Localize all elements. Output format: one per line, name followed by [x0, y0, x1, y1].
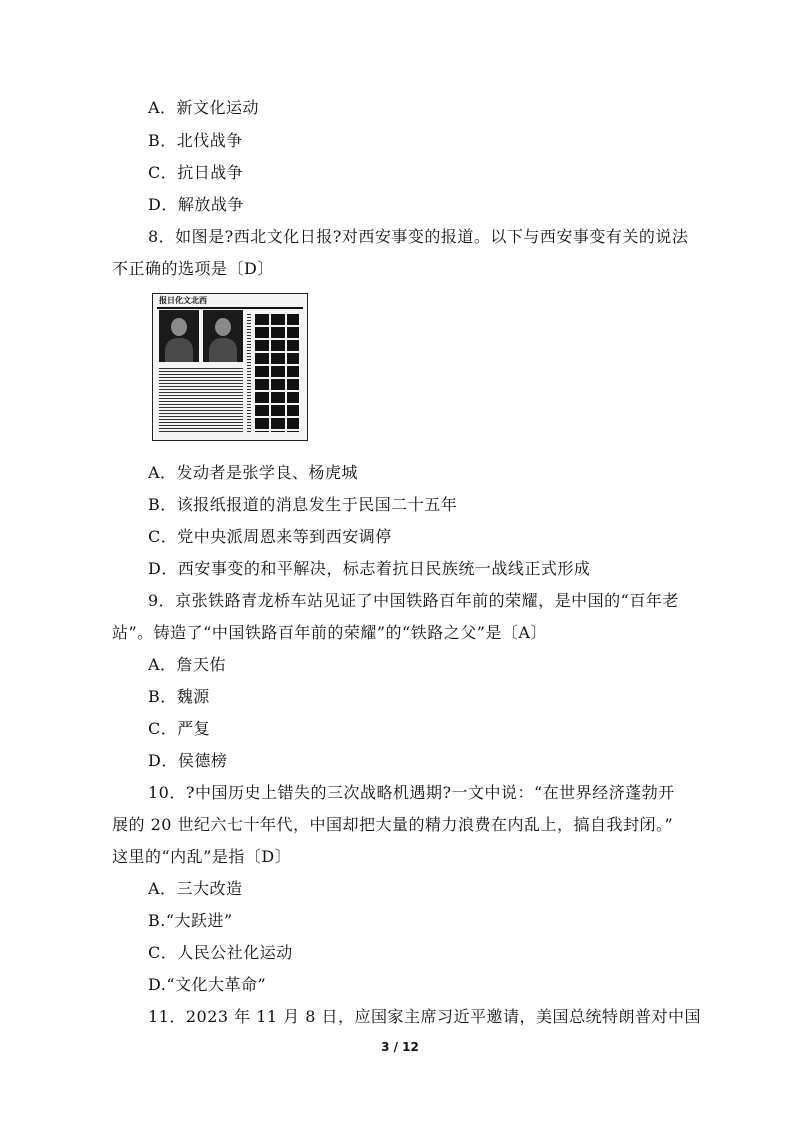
page-number: 3 / 12	[381, 1040, 419, 1054]
newspaper-masthead-text: 报日化文北西	[159, 295, 207, 305]
q8-option-c: C．党中央派周恩来等到西安调停	[148, 527, 392, 546]
q9-option-b: B．魏源	[148, 687, 210, 706]
prev-option-b: B．北伐战争	[148, 131, 243, 150]
q10-option-a: A．三大改造	[148, 879, 243, 898]
q9-stem-line1: 9．京张铁路青龙桥车站见证了中国铁路百年前的荣耀，是中国的“百年老	[148, 591, 679, 610]
q10-stem-line1: 10．?中国历史上错失的三次战略机遇期?一文中说：“在世界经济蓬勃开	[148, 783, 675, 802]
q8-option-b: B．该报纸报道的消息发生于民国二十五年	[148, 495, 458, 514]
q9-stem-line2: 站”。铸造了“中国铁路百年前的荣耀”的“铁路之父”是〔A〕	[112, 623, 547, 642]
q10-stem-line2: 展的 20 世纪六七十年代，中国却把大量的精力浪费在内乱上，搞自我封闭。”	[112, 815, 674, 834]
newspaper-headline-2	[271, 314, 285, 432]
q9-option-c: C．严复	[148, 719, 211, 738]
q10-option-c: C．人民公社化运动	[148, 943, 293, 962]
prev-option-a: A．新文化运动	[148, 98, 260, 117]
prev-option-d: D．解放战争	[148, 195, 244, 214]
prev-option-c: C．抗日战争	[148, 163, 244, 182]
portrait-photo-right	[203, 310, 243, 362]
q10-option-b: B.“大跃进”	[148, 911, 233, 930]
newspaper-headline-1	[255, 314, 269, 432]
newspaper-text-column-left	[159, 368, 243, 432]
q9-option-d: D．侯德榜	[148, 751, 228, 770]
q8-stem-line2: 不正确的选项是〔D〕	[112, 259, 274, 278]
newspaper-text-column-mid	[247, 314, 251, 432]
portrait-photo-left	[159, 310, 199, 362]
q10-stem-line3: 这里的“内乱”是指〔D〕	[112, 847, 292, 866]
q10-option-d: D.“文化大革命”	[148, 975, 267, 994]
q11-stem-line1: 11．2023 年 11 月 8 日，应国家主席习近平邀请，美国总统特朗普对中国	[148, 1007, 702, 1026]
newspaper-image	[152, 293, 308, 441]
q9-option-a: A．詹天佑	[148, 655, 227, 674]
q8-stem-line1: 8．如图是?西北文化日报?对西安事变的报道。以下与西安事变有关的说法	[148, 227, 689, 246]
newspaper-headline-3	[287, 314, 299, 432]
q8-option-a: A．发动者是张学良、杨虎城	[148, 463, 359, 482]
q8-option-d: D．西安事变的和平解决，标志着抗日民族统一战线正式形成	[148, 559, 591, 578]
newspaper-masthead	[157, 297, 303, 309]
